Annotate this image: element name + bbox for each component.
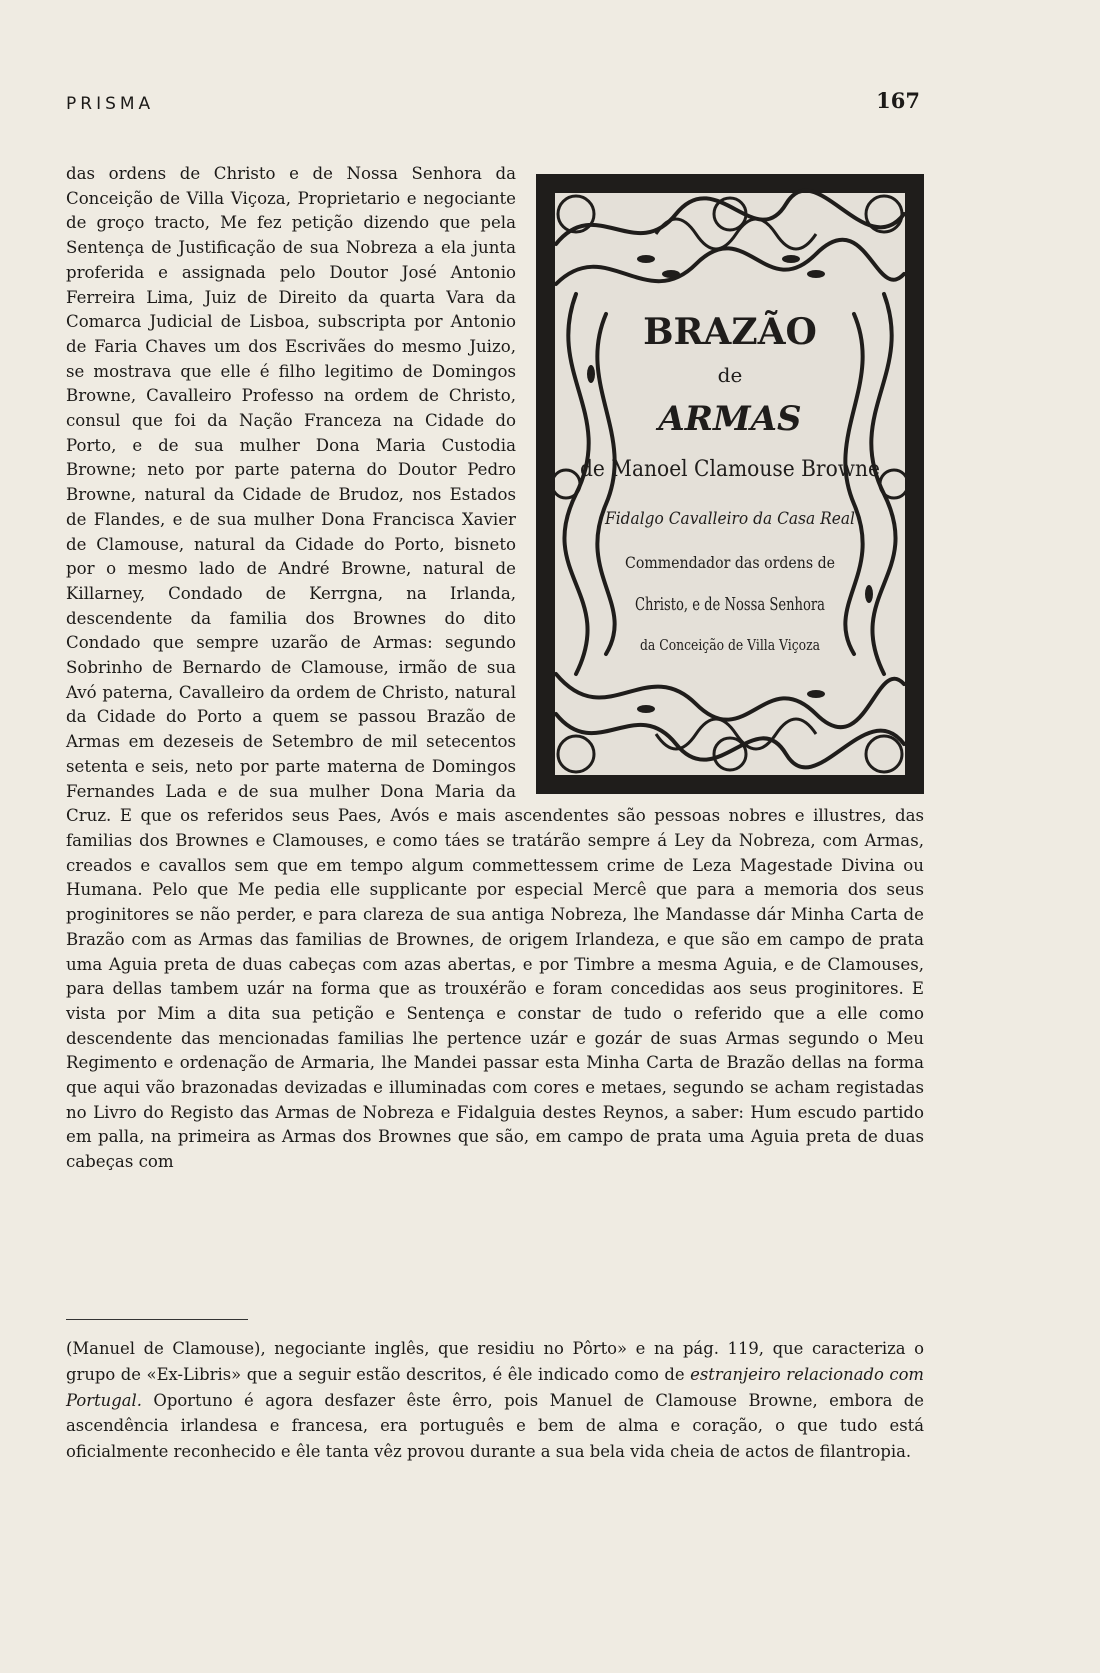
plate-line-fidalgo: Fidalgo Cavalleiro da Casa Real (604, 509, 855, 529)
plate-line-name: de Manoel Clamouse Browne (580, 457, 880, 482)
main-text (66, 162, 924, 1175)
plate-line-conceicao: da Conceição de Villa Viçoza (640, 636, 821, 654)
page-number: 167 (876, 88, 920, 113)
plate-line-armas: ARMAS (658, 399, 802, 439)
plate-line-de: de (717, 363, 743, 387)
coat-of-arms-certificate-plate (536, 174, 924, 794)
journal-title: PRISMA (66, 94, 155, 114)
page-header (66, 88, 920, 118)
footnote-italic: estranjeiro relacionado com Portugal. (66, 1364, 924, 1410)
plate-title: BRAZÃO (643, 311, 817, 353)
plate-line-christo: Christo, e de Nossa Senhora (635, 594, 826, 615)
footnote (66, 1336, 924, 1465)
footnote-divider (66, 1319, 248, 1320)
body-paragraph: das ordens de Christo e de Nossa Senhora da Conceição de Villa Viçoza, Proprietario e negociante de groço tracto, Me fez petição dizendo que pela Sentença de Justificação de sua Nobreza a ela junta proferida e assignada pelo Doutor José Antonio Ferreira Lima, Juiz de Direito da quarta Vara da Comarca Judicial de Lisboa, subscripta por Antonio de Faria Chaves um dos Escrivães do mesmo Juizo, se mostrava que elle é filho legitimo de Domingos Browne, Cavalleiro Professo na ordem de Christo, consul que foi da Nação Franceza na Cidade do Porto, e de sua mulher Dona Maria Custodia Browne; neto por parte paterna do Doutor Pedro Browne, natural da Cidade de Brudoz, nos Estados de Flandes, e de sua mulher Dona Francisca Xavier de Clamouse, natural da Cidade do Porto, bisneto por o mesmo lado de André Browne, natural de Killarney, Condado de Kerrgna, na Irlanda, descendente da familia dos Brownes do dito Condado que sempre uzarão de Armas: segundo Sobrinho de Bernardo de Clamouse, irmão de sua Avó paterna, Cavalleiro da ordem de Christo, natural da Cidade do Porto a quem se passou Brazão de Armas em dezeseis de Setembro de mil setecentos setenta e seis, neto por parte materna de Domingos Fernandes Lada e de sua mulher Dona Maria da Cruz. E que os referidos seus Paes, Avós e mais ascendentes são pessoas nobres e illustres, das familias dos Brownes e Clamouses, e como táes se tratárão sempre á Ley da Nobreza, com Armas, creados e cavallos sem que em tempo algum commettessem crime de Leza Magestade Divina ou Humana. Pelo que Me pedia elle supplicante por especial Mercê que para a memoria dos seus proginitores se não perder, e para clareza de sua antiga Nobreza, lhe Mandasse dár Minha Carta de Brazão com as Armas das familias de Brownes, de origem Irlandeza, e que são em campo de prata uma Aguia preta de duas cabeças com azas abertas, e por Timbre a mesma Aguia, e de Clamouses, para dellas tambem uzár na forma que as trouxérão e foram concedidas aos seus proginitores. E vista por Mim a dita sua petição e Sentença e constar de tudo o referido que a elle como descendente das mencionadas familias lhe pertence uzár e gozár de suas Armas segundo o Meu Regimento e ordenação de Armaria, lhe Mandei passar esta Minha Carta de Brazão dellas na forma que aqui vão brazonadas devizadas e illuminadas com cores e metaes, segundo se acham registadas no Livro do Registo das Armas de Nobreza e Fidalguia destes Reynos, a saber: Hum escudo partido em palla, na primeira as Armas dos Brownes que são, em campo de prata uma Aguia preta de duas cabeças com (66, 164, 924, 1172)
plate-line-commendador: Commendador das ordens de (625, 553, 835, 572)
ornamental-frame-illustration (536, 174, 924, 794)
footnote-text-before: (Manuel de Clamouse), negociante inglês, que residiu no Pôrto» e na pág. 119, que caracteriza o grupo de «Ex-Libris» que a seguir estão descritos, é êle indicado como de (66, 1339, 924, 1384)
footnote-text-after: Oportuno é agora desfazer êste êrro, pois Manuel de Clamouse Browne, embora de ascendência irlandesa e francesa, era português e bem de alma e coração, o que tudo está oficialmente reconhecido e êle tanta vêz provou durante a sua bela vida cheia de actos de filantropia. (66, 1390, 924, 1462)
